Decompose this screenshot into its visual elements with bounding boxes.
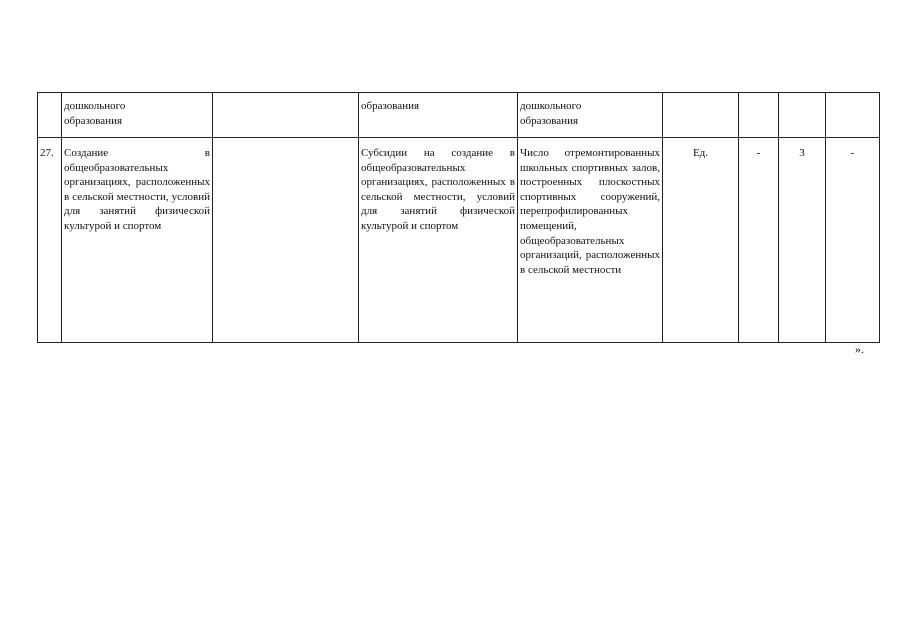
cell-value-3 — [826, 93, 880, 138]
table-row-27 — [38, 138, 880, 343]
cell-number — [38, 93, 62, 138]
cell-indicator: Число отремонтированных школьных спортивных залов, построенных плоскостных спортивных сооружений, перепрофилированных помещений, общеобразовательных организаций, расположенных в сельской местности — [518, 138, 663, 343]
cell-value-3: - — [826, 138, 880, 343]
cell-indicator: дошкольного образования — [518, 93, 663, 138]
cell-value-2: 3 — [779, 138, 826, 343]
cell-name: дошкольного образования — [62, 93, 213, 138]
cell-unit: Ед. — [663, 138, 739, 343]
cell-program — [213, 138, 359, 343]
cell-value-2 — [779, 93, 826, 138]
table-row-continuation — [38, 93, 880, 138]
document-table — [37, 92, 880, 343]
cell-name: Создание в общеобразовательных организациях, расположенных в сельской местности, условий для занятий физической культурой и спортом — [62, 138, 213, 343]
cell-subsidy: Субсидии на создание в общеобразовательных организациях, расположенных в сельской местности, условий для занятий физической культурой и спортом — [359, 138, 518, 343]
cell-program — [213, 93, 359, 138]
cell-unit — [663, 93, 739, 138]
cell-value-1 — [739, 93, 779, 138]
cell-number: 27. — [38, 138, 62, 343]
closing-quote-mark: ». — [855, 342, 864, 356]
cell-subsidy: образования — [359, 93, 518, 138]
cell-value-1: - — [739, 138, 779, 343]
